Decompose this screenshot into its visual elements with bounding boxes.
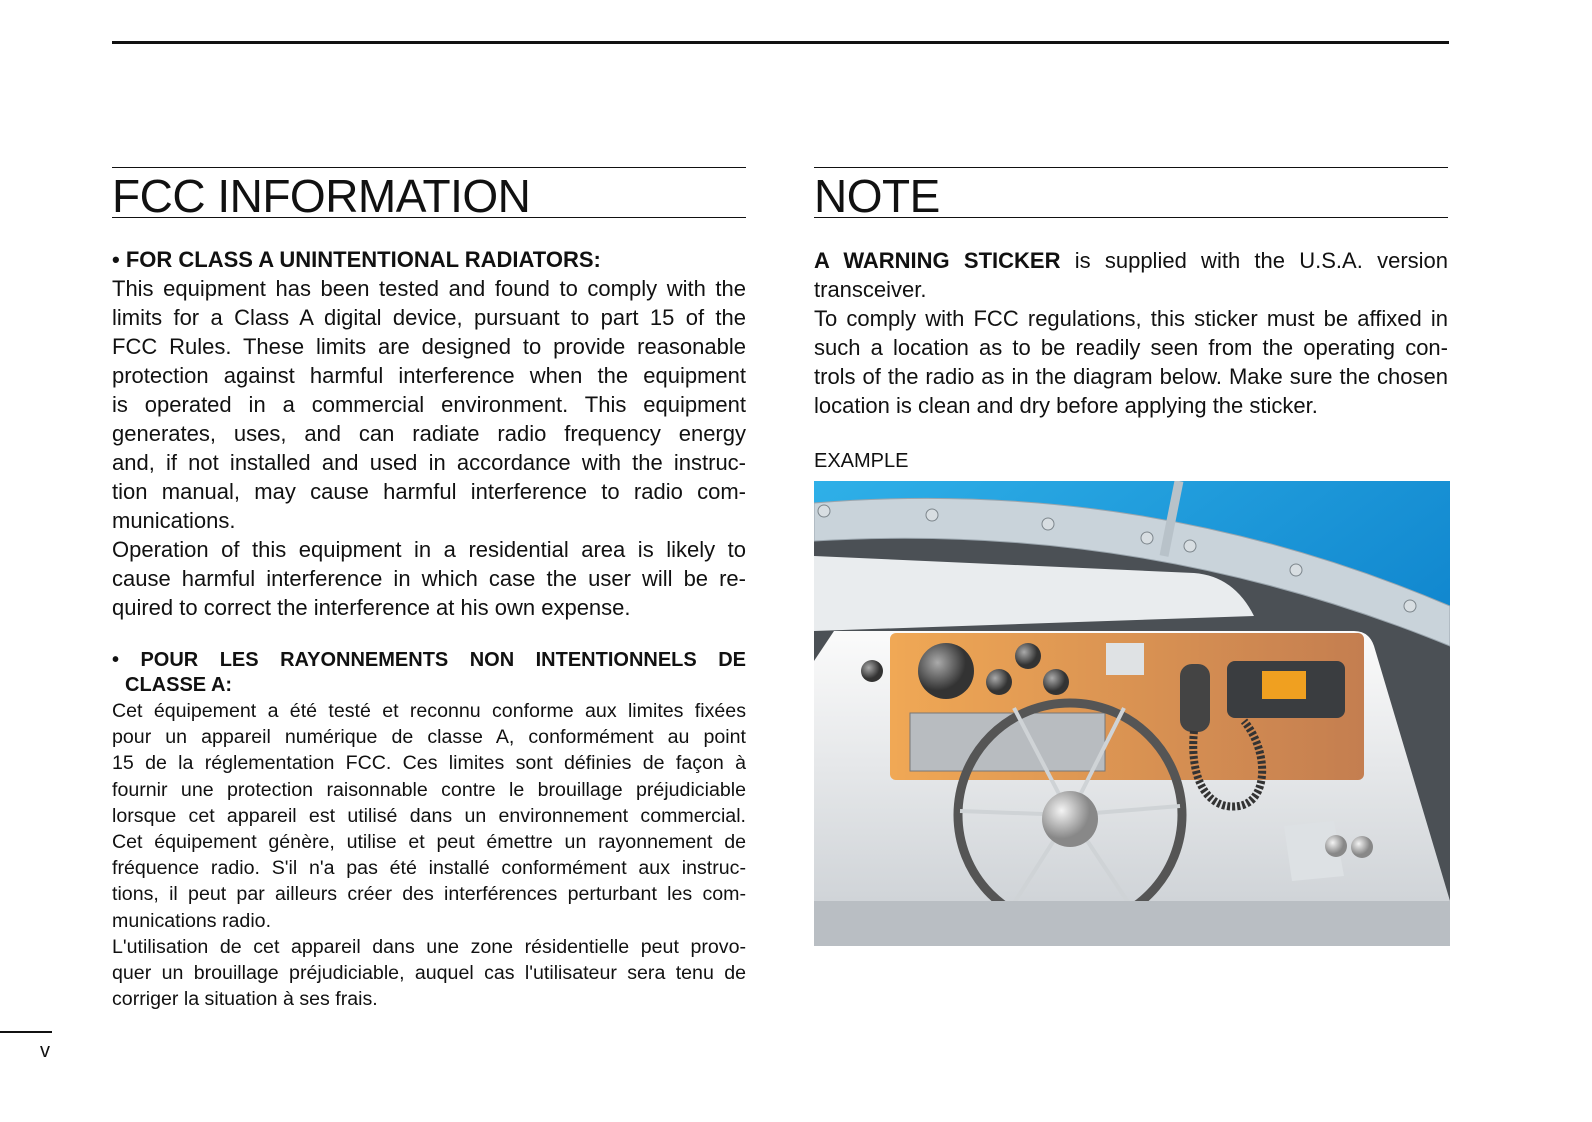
body-line: munications. bbox=[112, 508, 236, 533]
body-line: limits for a Class A digital device, pursuant to part 15 of the bbox=[112, 305, 746, 330]
body-line: FCC Rules. These limits are designed to provide reasonable bbox=[112, 334, 746, 359]
body-line: lorsque cet appareil est utilisé dans un environnement commercial. bbox=[112, 804, 746, 827]
section2-heading bbox=[112, 648, 746, 698]
body-line: This equipment has been tested and found to comply with the bbox=[112, 276, 746, 301]
body-line: cause harmful interference in which case the user will be re- bbox=[112, 566, 746, 591]
body-line: tion manual, may cause harmful interference to radio com- bbox=[112, 479, 746, 504]
section2-body bbox=[112, 698, 746, 1012]
note-line: To comply with FCC regulations, this sticker must be affixed in bbox=[814, 306, 1448, 331]
top-rule bbox=[112, 41, 1449, 44]
body-line: munications radio. bbox=[112, 909, 272, 932]
body-line: Cet équipement a été testé et reconnu conforme aux limites fixées bbox=[112, 700, 746, 722]
note-line: location is clean and dry before applying the sticker. bbox=[814, 393, 1318, 418]
body-line: fréquence radio. S'il n'a pas été installé conformément aux instruc- bbox=[112, 857, 746, 880]
fcc-heading bbox=[112, 167, 746, 222]
section1-body bbox=[112, 274, 746, 622]
body-line: and, if not installed and used in accordance with the instruc- bbox=[112, 450, 746, 475]
section1-heading: • FOR CLASS A UNINTENTIONAL RADIATORS: bbox=[112, 247, 601, 272]
section2-heading-line: CLASSE A: bbox=[125, 674, 233, 696]
note-lead-line bbox=[814, 246, 1448, 275]
warning-sticker bbox=[1106, 643, 1144, 675]
note-lead-text: is supplied with the U.S.A. version bbox=[1060, 248, 1449, 273]
boat-helm-illustration bbox=[814, 481, 1450, 946]
example-label: EXAMPLE bbox=[814, 450, 909, 472]
body-line: protection against harmful interference when the equipment bbox=[112, 363, 746, 388]
note-column bbox=[814, 167, 1448, 473]
page-number-rule bbox=[0, 1031, 52, 1033]
body-line: 15 de la réglementation FCC. Ces limites sont définies de façon à bbox=[112, 752, 746, 775]
gauge-icon bbox=[918, 643, 974, 699]
body-line: generates, uses, and can radiate radio frequency energy bbox=[112, 421, 746, 446]
warning-sticker-label: A WARNING STICKER bbox=[814, 248, 1061, 273]
page-title: FCC INFORMATION bbox=[112, 170, 531, 222]
body-line: Cet équipement génère, utilise et peut émettre un rayonnement de bbox=[112, 831, 746, 854]
body-line: fournir une protection raisonnable contre le brouillage préjudiciable bbox=[112, 778, 746, 801]
body-line: pour un appareil numérique de classe A, conformément au point bbox=[112, 726, 746, 749]
microphone bbox=[1180, 664, 1210, 732]
page-number: v bbox=[40, 1040, 50, 1062]
gauge-icon bbox=[861, 660, 883, 682]
note-line: trols of the radio as in the diagram below. Make sure the chosen bbox=[814, 364, 1448, 389]
body-line: tions, il peut par ailleurs créer des interférences perturbant les com- bbox=[112, 883, 746, 906]
section2-heading-line: • POUR LES RAYONNEMENTS NON INTENTIONNELS DE bbox=[112, 649, 746, 671]
body-line: quer un brouillage préjudiciable, auquel cas l'utilisateur sera tenu de bbox=[112, 962, 746, 985]
note-line: such a location as to be readily seen from the operating con- bbox=[814, 335, 1448, 360]
body-line: quired to correct the interference at his own expense. bbox=[112, 595, 631, 620]
fcc-information-column bbox=[112, 167, 746, 1012]
note-body bbox=[814, 246, 1448, 420]
radio-display bbox=[1262, 671, 1306, 699]
body-line: Operation of this equipment in a residential area is likely to bbox=[112, 537, 746, 562]
body-line: is operated in a commercial environment. This equipment bbox=[112, 392, 746, 417]
note-heading bbox=[814, 167, 1448, 222]
body-line: corriger la situation à ses frais. bbox=[112, 988, 378, 1011]
note-title: NOTE bbox=[814, 170, 940, 222]
note-line: transceiver. bbox=[814, 277, 927, 302]
body-line: L'utilisation de cet appareil dans une zone résidentielle peut provo- bbox=[112, 935, 746, 958]
